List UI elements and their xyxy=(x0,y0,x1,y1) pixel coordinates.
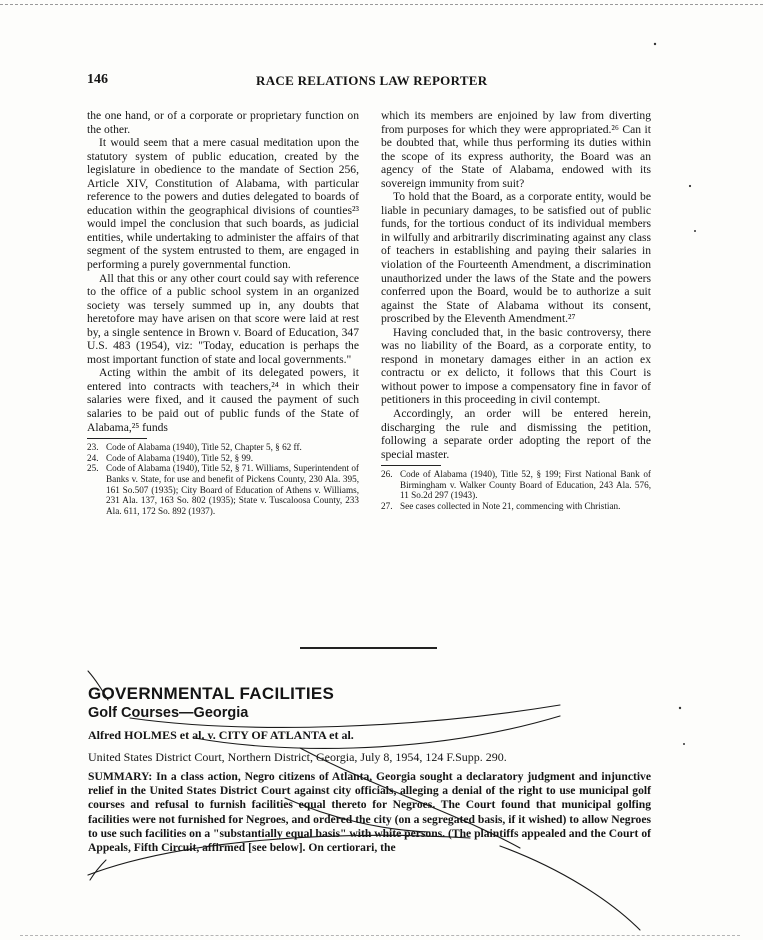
paragraph: All that this or any other court could say with reference to the office of a public school system in an organized society was tersely summed up in, any doubts that heretofore may have arisen on that score were laid at rest by, a single sentence in Brown v. Board of Education, 347 U.S. 483 (1954), viz: "Today, education is perhaps the most important function of state and local governments." xyxy=(87,271,359,366)
footnote-text: See cases collected in Note 21, commencing with Christian. xyxy=(400,501,621,511)
case-summary: SUMMARY: In a class action, Negro citizens of Atlanta, Georgia sought a declaratory judgment and injunctive relief in the United States District Court against city officials, alleging a denial of the right to use municipal golf courses and refusal to furnish facilities equal thereto for Negroes. The Court found that municipal golfing facilities were not furnished for Negroes, and ordered the city (on a segregated basis, if it wished) to allow Negroes to use such facilities on a "substantially equal basis" with white persons. (The plaintiffs appealed and the Court of Appeals, Fifth Circuit, affirmed [see below]. On certiorari, the xyxy=(88,770,651,855)
footnote-text: Code of Alabama (1940), Title 52, Chapter 5, § 62 ff. xyxy=(106,442,302,453)
paragraph: It would seem that a mere casual meditation upon the statutory system of public education, created by the legislature in obedience to the mandate of Section 256, Article XIV, Constitution of Alabama, with particular reference to the powers and duties delegated to boards of education within the geographical divisions of counties²³ would impel the conclusion that such boards, as judicial entities, while undertaking to administer the affairs of that segment of the system entrusted to them, are engaged in performing a purely governmental function. xyxy=(87,136,359,272)
pen-stroke xyxy=(130,705,560,727)
footnote-text: Code of Alabama (1940), Title 52, § 199; First National Bank of Birmingham v. Walker County Board of Education, 243 Ala. 576, 11 So.2d 297 (1943). xyxy=(400,469,651,501)
paragraph: the one hand, or of a corporate or proprietary function on the other. xyxy=(87,109,359,136)
pen-stroke xyxy=(500,846,640,930)
pen-stroke xyxy=(300,748,520,848)
paragraph: Having concluded that, in the basic controversy, there was no liability of the Board, as a corporate entity, to respond in monetary damages either in an action ex contractu or ex delicto, it follows that this Court is without power to impose a compensatory fine in favor of petitioners in this proceeding in civil contempt. xyxy=(381,325,651,407)
pen-stroke xyxy=(88,671,108,700)
section-subtitle: Golf Courses—Georgia xyxy=(88,705,249,721)
scan-speck xyxy=(654,43,656,45)
footnote-number: 26. xyxy=(381,469,393,480)
paragraph: which its members are enjoined by law from diverting from purposes for which they were appropriated.²⁶ Can it be doubted that, while thus performing its duties within the scope of its express authority, the Board was an agency of the State of Alabama, endowed with its sovereign immunity from suit? xyxy=(381,109,651,190)
footnote-number: 27. xyxy=(381,501,393,511)
footnote-number: 23. xyxy=(87,442,99,453)
footnote-number: 24. xyxy=(87,452,99,463)
paragraph: Accordingly, an order will be entered herein, discharging the rule and dismissing the petition, following a separate order adopting the report of the special master. xyxy=(381,407,651,461)
case-title: Alfred HOLMES et al. v. CITY OF ATLANTA et al. xyxy=(88,728,354,742)
scan-speck xyxy=(694,230,696,232)
pen-stroke xyxy=(88,835,470,875)
court-citation: United States District Court, Northern District, Georgia, July 8, 1954, 124 F.Supp. 290. xyxy=(88,750,507,764)
paragraph: Acting within the ambit of its delegated powers, it entered into contracts with teachers,²⁴ in which their salaries were fixed, and it caused the payment of such salaries to be paid out of public funds of the State of Alabama,²⁵ funds xyxy=(87,366,359,434)
footnote-text: Code of Alabama (1940), Title 52, § 71. Williams, Superintendent of Banks v. State, for use and benefit of Pickens County, 230 Ala. 395, 161 So.507 (1935); City Board of Education of Athens v. Williams, 231 Ala. 137, 163 So. 802 (1935); State v. Tuscaloosa County, 233 Ala. 611, 172 So. 892 (1937). xyxy=(106,463,359,516)
section-title: GOVERNMENTAL FACILITIES xyxy=(88,684,335,703)
scan-speck xyxy=(689,185,691,187)
scan-edge-bottom xyxy=(20,935,740,936)
page-number: 146 xyxy=(87,72,108,87)
paragraph: To hold that the Board, as a corporate entity, would be liable in pecuniary damages, to be satisfied out of public funds, for the tortious conduct of its individual members in wilfully and arbitrarily discriminating against any class of teachers in establishing and paying their salaries in violation of the Fourteenth Amendment, a discrimination unauthorized under the laws of the State and the powers conferred upon the Board, would be to authorize a suit against the State of Alabama without its consent, proscribed by the Eleventh Amendment.²⁷ xyxy=(381,190,651,326)
pen-stroke xyxy=(285,798,430,832)
scan-speck xyxy=(679,707,681,709)
scan-speck xyxy=(683,743,685,745)
running-header: RACE RELATIONS LAW REPORTER xyxy=(256,73,488,88)
footnote-number: 25. xyxy=(87,463,99,474)
footnote-text: Code of Alabama (1940), Title 52, § 99. xyxy=(106,452,253,463)
pen-stroke xyxy=(195,716,560,748)
